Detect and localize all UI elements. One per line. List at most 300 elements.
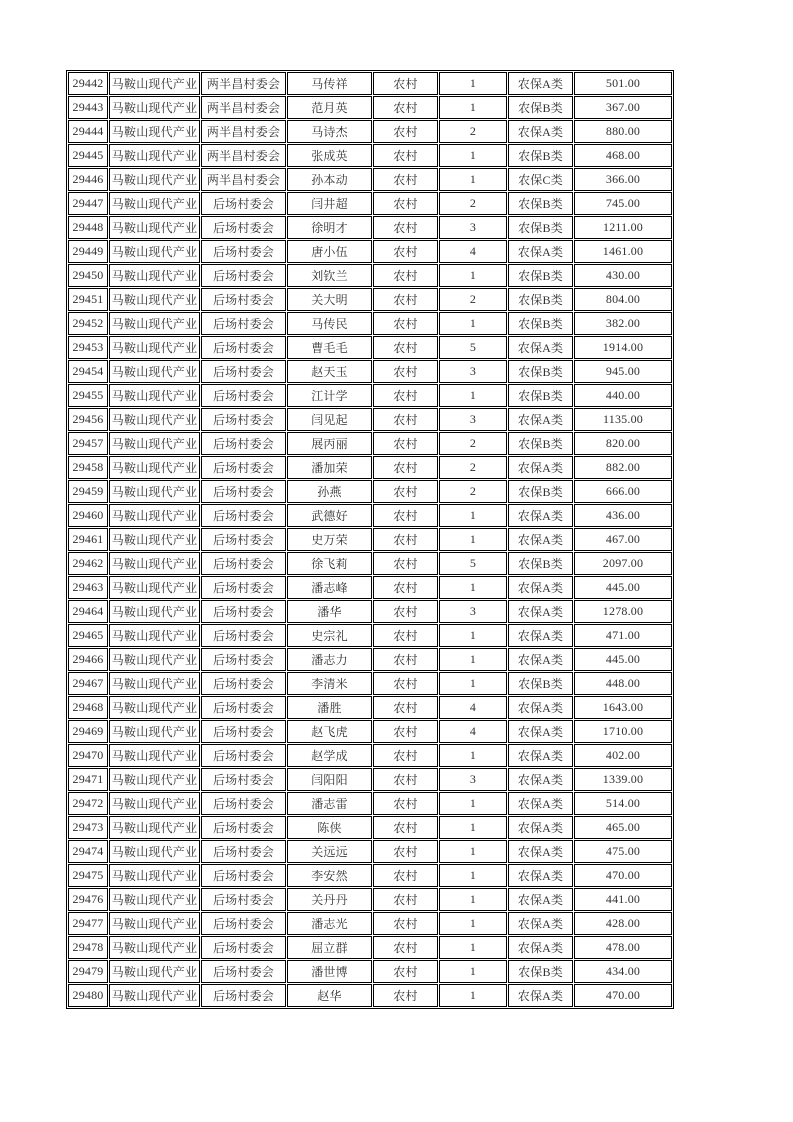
cell-person-name: 徐飞莉	[287, 552, 372, 575]
cell-person-name: 孙本动	[287, 168, 372, 191]
cell-unit: 马鞍山现代产业	[109, 168, 200, 191]
cell-person-count: 3	[439, 768, 507, 791]
cell-household-type: 农村	[373, 288, 438, 311]
cell-person-name: 张成英	[287, 144, 372, 167]
cell-village-committee: 后场村委会	[201, 696, 286, 719]
cell-person-name: 潘志雷	[287, 792, 372, 815]
cell-household-type: 农村	[373, 456, 438, 479]
cell-household-type: 农村	[373, 360, 438, 383]
cell-person-name: 潘华	[287, 600, 372, 623]
cell-person-count: 3	[439, 600, 507, 623]
cell-person-name: 李清米	[287, 672, 372, 695]
cell-household-type: 农村	[373, 672, 438, 695]
cell-unit: 马鞍山现代产业	[109, 360, 200, 383]
cell-household-type: 农村	[373, 816, 438, 839]
cell-person-count: 1	[439, 672, 507, 695]
cell-unit: 马鞍山现代产业	[109, 96, 200, 119]
cell-person-name: 闫井超	[287, 192, 372, 215]
cell-insurance-category: 农保A类	[508, 120, 573, 143]
cell-person-count: 5	[439, 552, 507, 575]
cell-village-committee: 后场村委会	[201, 504, 286, 527]
cell-village-committee: 后场村委会	[201, 744, 286, 767]
cell-person-name: 史宗礼	[287, 624, 372, 647]
table-row	[68, 840, 672, 863]
cell-person-name: 关大明	[287, 288, 372, 311]
cell-serial-number: 29457	[68, 432, 108, 455]
cell-unit: 马鞍山现代产业	[109, 336, 200, 359]
cell-insurance-category: 农保A类	[508, 336, 573, 359]
cell-village-committee: 后场村委会	[201, 552, 286, 575]
cell-person-count: 1	[439, 744, 507, 767]
cell-unit: 马鞍山现代产业	[109, 744, 200, 767]
cell-amount: 478.00	[574, 936, 672, 959]
cell-village-committee: 后场村委会	[201, 384, 286, 407]
cell-unit: 马鞍山现代产业	[109, 432, 200, 455]
table-row	[68, 576, 672, 599]
cell-village-committee: 后场村委会	[201, 792, 286, 815]
cell-insurance-category: 农保A类	[508, 912, 573, 935]
cell-serial-number: 29470	[68, 744, 108, 767]
table-row	[68, 168, 672, 191]
table-row	[68, 816, 672, 839]
cell-person-name: 闫阳阳	[287, 768, 372, 791]
cell-amount: 945.00	[574, 360, 672, 383]
cell-person-name: 刘钦兰	[287, 264, 372, 287]
cell-unit: 马鞍山现代产业	[109, 504, 200, 527]
cell-household-type: 农村	[373, 336, 438, 359]
cell-person-count: 1	[439, 72, 507, 95]
cell-village-committee: 后场村委会	[201, 960, 286, 983]
cell-person-name: 徐明才	[287, 216, 372, 239]
cell-household-type: 农村	[373, 528, 438, 551]
table-row	[68, 792, 672, 815]
cell-amount: 501.00	[574, 72, 672, 95]
cell-serial-number: 29479	[68, 960, 108, 983]
cell-unit: 马鞍山现代产业	[109, 696, 200, 719]
cell-household-type: 农村	[373, 696, 438, 719]
cell-village-committee: 两半昌村委会	[201, 96, 286, 119]
cell-unit: 马鞍山现代产业	[109, 672, 200, 695]
cell-household-type: 农村	[373, 144, 438, 167]
cell-serial-number: 29453	[68, 336, 108, 359]
cell-person-name: 孙燕	[287, 480, 372, 503]
table-row	[68, 72, 672, 95]
cell-household-type: 农村	[373, 240, 438, 263]
cell-serial-number: 29443	[68, 96, 108, 119]
cell-serial-number: 29477	[68, 912, 108, 935]
cell-person-count: 1	[439, 264, 507, 287]
table-row	[68, 480, 672, 503]
cell-village-committee: 后场村委会	[201, 600, 286, 623]
cell-person-count: 1	[439, 816, 507, 839]
table-row	[68, 960, 672, 983]
cell-person-count: 1	[439, 864, 507, 887]
cell-village-committee: 后场村委会	[201, 192, 286, 215]
cell-serial-number: 29460	[68, 504, 108, 527]
table-row	[68, 912, 672, 935]
cell-amount: 882.00	[574, 456, 672, 479]
cell-insurance-category: 农保A类	[508, 984, 573, 1007]
cell-serial-number: 29447	[68, 192, 108, 215]
cell-amount: 441.00	[574, 888, 672, 911]
cell-insurance-category: 农保A类	[508, 456, 573, 479]
cell-person-name: 陈侠	[287, 816, 372, 839]
cell-village-committee: 后场村委会	[201, 768, 286, 791]
table-row	[68, 936, 672, 959]
cell-serial-number: 29456	[68, 408, 108, 431]
cell-unit: 马鞍山现代产业	[109, 528, 200, 551]
cell-amount: 468.00	[574, 144, 672, 167]
table-row	[68, 672, 672, 695]
cell-insurance-category: 农保B类	[508, 672, 573, 695]
cell-person-name: 潘志峰	[287, 576, 372, 599]
cell-unit: 马鞍山现代产业	[109, 264, 200, 287]
cell-person-name: 赵飞虎	[287, 720, 372, 743]
table-row	[68, 648, 672, 671]
cell-person-name: 展丙丽	[287, 432, 372, 455]
cell-person-count: 1	[439, 576, 507, 599]
cell-insurance-category: 农保A类	[508, 504, 573, 527]
table-row	[68, 984, 672, 1007]
cell-insurance-category: 农保A类	[508, 408, 573, 431]
cell-amount: 514.00	[574, 792, 672, 815]
cell-serial-number: 29446	[68, 168, 108, 191]
cell-person-name: 潘志光	[287, 912, 372, 935]
cell-person-name: 潘胜	[287, 696, 372, 719]
cell-unit: 马鞍山现代产业	[109, 384, 200, 407]
cell-serial-number: 29450	[68, 264, 108, 287]
cell-insurance-category: 农保B类	[508, 960, 573, 983]
cell-amount: 820.00	[574, 432, 672, 455]
cell-person-count: 3	[439, 360, 507, 383]
cell-household-type: 农村	[373, 408, 438, 431]
table-row	[68, 552, 672, 575]
cell-insurance-category: 农保A类	[508, 624, 573, 647]
cell-unit: 马鞍山现代产业	[109, 456, 200, 479]
cell-village-committee: 后场村委会	[201, 816, 286, 839]
cell-amount: 430.00	[574, 264, 672, 287]
table-row	[68, 96, 672, 119]
table-row	[68, 744, 672, 767]
cell-village-committee: 后场村委会	[201, 240, 286, 263]
cell-serial-number: 29462	[68, 552, 108, 575]
cell-unit: 马鞍山现代产业	[109, 792, 200, 815]
cell-insurance-category: 农保A类	[508, 816, 573, 839]
cell-unit: 马鞍山现代产业	[109, 312, 200, 335]
cell-person-name: 唐小伍	[287, 240, 372, 263]
cell-village-committee: 后场村委会	[201, 984, 286, 1007]
cell-amount: 1339.00	[574, 768, 672, 791]
cell-person-count: 4	[439, 240, 507, 263]
cell-serial-number: 29475	[68, 864, 108, 887]
cell-insurance-category: 农保A类	[508, 528, 573, 551]
cell-insurance-category: 农保A类	[508, 744, 573, 767]
cell-person-name: 武德好	[287, 504, 372, 527]
cell-insurance-category: 农保A类	[508, 864, 573, 887]
cell-person-count: 2	[439, 432, 507, 455]
cell-serial-number: 29458	[68, 456, 108, 479]
cell-household-type: 农村	[373, 960, 438, 983]
cell-person-count: 2	[439, 456, 507, 479]
cell-household-type: 农村	[373, 648, 438, 671]
table-row	[68, 336, 672, 359]
table-row	[68, 720, 672, 743]
cell-serial-number: 29442	[68, 72, 108, 95]
cell-household-type: 农村	[373, 984, 438, 1007]
cell-amount: 1710.00	[574, 720, 672, 743]
cell-insurance-category: 农保A类	[508, 768, 573, 791]
cell-village-committee: 后场村委会	[201, 312, 286, 335]
cell-village-committee: 后场村委会	[201, 672, 286, 695]
cell-insurance-category: 农保A类	[508, 720, 573, 743]
cell-household-type: 农村	[373, 72, 438, 95]
cell-serial-number: 29476	[68, 888, 108, 911]
cell-person-name: 史万荣	[287, 528, 372, 551]
cell-village-committee: 后场村委会	[201, 624, 286, 647]
cell-person-name: 关丹丹	[287, 888, 372, 911]
cell-insurance-category: 农保B类	[508, 480, 573, 503]
cell-village-committee: 后场村委会	[201, 528, 286, 551]
cell-insurance-category: 农保B类	[508, 432, 573, 455]
cell-person-name: 范月英	[287, 96, 372, 119]
cell-unit: 马鞍山现代产业	[109, 120, 200, 143]
table-row	[68, 768, 672, 791]
cell-unit: 马鞍山现代产业	[109, 288, 200, 311]
cell-serial-number: 29459	[68, 480, 108, 503]
cell-serial-number: 29473	[68, 816, 108, 839]
cell-village-committee: 后场村委会	[201, 576, 286, 599]
cell-household-type: 农村	[373, 744, 438, 767]
cell-household-type: 农村	[373, 96, 438, 119]
cell-unit: 马鞍山现代产业	[109, 960, 200, 983]
cell-person-name: 赵华	[287, 984, 372, 1007]
cell-serial-number: 29467	[68, 672, 108, 695]
cell-insurance-category: 农保A类	[508, 72, 573, 95]
cell-insurance-category: 农保B类	[508, 312, 573, 335]
cell-amount: 1914.00	[574, 336, 672, 359]
cell-serial-number: 29451	[68, 288, 108, 311]
cell-household-type: 农村	[373, 552, 438, 575]
cell-serial-number: 29448	[68, 216, 108, 239]
cell-person-name: 关远远	[287, 840, 372, 863]
cell-person-count: 4	[439, 720, 507, 743]
cell-insurance-category: 农保A类	[508, 240, 573, 263]
cell-person-name: 江计学	[287, 384, 372, 407]
cell-unit: 马鞍山现代产业	[109, 144, 200, 167]
cell-village-committee: 两半昌村委会	[201, 72, 286, 95]
cell-insurance-category: 农保B类	[508, 552, 573, 575]
cell-person-name: 潘志力	[287, 648, 372, 671]
cell-amount: 428.00	[574, 912, 672, 935]
table-row	[68, 528, 672, 551]
cell-unit: 马鞍山现代产业	[109, 72, 200, 95]
cell-household-type: 农村	[373, 384, 438, 407]
cell-household-type: 农村	[373, 840, 438, 863]
cell-insurance-category: 农保B类	[508, 144, 573, 167]
cell-person-count: 1	[439, 312, 507, 335]
table-row	[68, 216, 672, 239]
cell-person-count: 1	[439, 648, 507, 671]
cell-amount: 382.00	[574, 312, 672, 335]
cell-serial-number: 29454	[68, 360, 108, 383]
cell-household-type: 农村	[373, 120, 438, 143]
cell-household-type: 农村	[373, 864, 438, 887]
cell-amount: 445.00	[574, 576, 672, 599]
cell-village-committee: 后场村委会	[201, 360, 286, 383]
cell-person-count: 2	[439, 480, 507, 503]
cell-amount: 1135.00	[574, 408, 672, 431]
cell-insurance-category: 农保B类	[508, 96, 573, 119]
cell-household-type: 农村	[373, 888, 438, 911]
cell-person-count: 1	[439, 624, 507, 647]
cell-village-committee: 两半昌村委会	[201, 120, 286, 143]
cell-person-count: 1	[439, 96, 507, 119]
cell-amount: 367.00	[574, 96, 672, 119]
cell-unit: 马鞍山现代产业	[109, 768, 200, 791]
table-row	[68, 120, 672, 143]
cell-person-name: 赵天玉	[287, 360, 372, 383]
cell-unit: 马鞍山现代产业	[109, 816, 200, 839]
cell-serial-number: 29474	[68, 840, 108, 863]
cell-household-type: 农村	[373, 600, 438, 623]
cell-person-count: 1	[439, 528, 507, 551]
cell-village-committee: 后场村委会	[201, 888, 286, 911]
cell-amount: 1211.00	[574, 216, 672, 239]
records-tbody	[68, 72, 672, 1007]
table-row	[68, 312, 672, 335]
records-table	[66, 70, 674, 1009]
cell-village-committee: 后场村委会	[201, 264, 286, 287]
cell-person-name: 马传祥	[287, 72, 372, 95]
cell-village-committee: 后场村委会	[201, 648, 286, 671]
cell-insurance-category: 农保B类	[508, 384, 573, 407]
cell-insurance-category: 农保A类	[508, 600, 573, 623]
cell-unit: 马鞍山现代产业	[109, 984, 200, 1007]
cell-serial-number: 29449	[68, 240, 108, 263]
cell-village-committee: 后场村委会	[201, 480, 286, 503]
cell-insurance-category: 农保B类	[508, 216, 573, 239]
cell-person-count: 1	[439, 936, 507, 959]
cell-household-type: 农村	[373, 576, 438, 599]
table-row	[68, 384, 672, 407]
cell-person-name: 李安然	[287, 864, 372, 887]
cell-person-count: 1	[439, 144, 507, 167]
cell-amount: 475.00	[574, 840, 672, 863]
cell-insurance-category: 农保A类	[508, 792, 573, 815]
cell-serial-number: 29455	[68, 384, 108, 407]
cell-serial-number: 29466	[68, 648, 108, 671]
cell-serial-number: 29445	[68, 144, 108, 167]
cell-insurance-category: 农保A类	[508, 936, 573, 959]
cell-person-name: 闫见起	[287, 408, 372, 431]
cell-amount: 470.00	[574, 864, 672, 887]
cell-serial-number: 29468	[68, 696, 108, 719]
cell-unit: 马鞍山现代产业	[109, 648, 200, 671]
table-row	[68, 144, 672, 167]
cell-unit: 马鞍山现代产业	[109, 912, 200, 935]
cell-village-committee: 后场村委会	[201, 912, 286, 935]
cell-amount: 436.00	[574, 504, 672, 527]
table-row	[68, 432, 672, 455]
cell-household-type: 农村	[373, 792, 438, 815]
cell-amount: 2097.00	[574, 552, 672, 575]
table-row	[68, 888, 672, 911]
cell-household-type: 农村	[373, 624, 438, 647]
table-row	[68, 288, 672, 311]
cell-village-committee: 后场村委会	[201, 864, 286, 887]
table-row	[68, 408, 672, 431]
cell-person-count: 1	[439, 384, 507, 407]
cell-amount: 448.00	[574, 672, 672, 695]
cell-person-count: 2	[439, 192, 507, 215]
cell-serial-number: 29461	[68, 528, 108, 551]
cell-village-committee: 两半昌村委会	[201, 144, 286, 167]
cell-serial-number: 29464	[68, 600, 108, 623]
cell-person-count: 1	[439, 912, 507, 935]
cell-unit: 马鞍山现代产业	[109, 720, 200, 743]
cell-amount: 1643.00	[574, 696, 672, 719]
cell-household-type: 农村	[373, 192, 438, 215]
cell-household-type: 农村	[373, 912, 438, 935]
cell-insurance-category: 农保B类	[508, 264, 573, 287]
cell-village-committee: 后场村委会	[201, 216, 286, 239]
cell-household-type: 农村	[373, 432, 438, 455]
cell-amount: 804.00	[574, 288, 672, 311]
table-row	[68, 240, 672, 263]
cell-insurance-category: 农保A类	[508, 576, 573, 599]
cell-unit: 马鞍山现代产业	[109, 240, 200, 263]
cell-amount: 402.00	[574, 744, 672, 767]
cell-amount: 434.00	[574, 960, 672, 983]
cell-household-type: 农村	[373, 264, 438, 287]
cell-insurance-category: 农保A类	[508, 648, 573, 671]
cell-person-count: 2	[439, 288, 507, 311]
cell-unit: 马鞍山现代产业	[109, 864, 200, 887]
cell-serial-number: 29480	[68, 984, 108, 1007]
cell-unit: 马鞍山现代产业	[109, 576, 200, 599]
table-row	[68, 696, 672, 719]
cell-serial-number: 29471	[68, 768, 108, 791]
cell-village-committee: 后场村委会	[201, 840, 286, 863]
cell-person-count: 1	[439, 504, 507, 527]
cell-person-name: 马诗杰	[287, 120, 372, 143]
cell-person-count: 3	[439, 408, 507, 431]
cell-person-count: 1	[439, 888, 507, 911]
cell-person-count: 2	[439, 120, 507, 143]
cell-amount: 366.00	[574, 168, 672, 191]
cell-person-name: 马传民	[287, 312, 372, 335]
cell-insurance-category: 农保A类	[508, 888, 573, 911]
cell-person-name: 潘加荣	[287, 456, 372, 479]
cell-village-committee: 后场村委会	[201, 456, 286, 479]
cell-household-type: 农村	[373, 936, 438, 959]
table-row	[68, 192, 672, 215]
cell-unit: 马鞍山现代产业	[109, 936, 200, 959]
cell-insurance-category: 农保B类	[508, 192, 573, 215]
cell-person-name: 赵学成	[287, 744, 372, 767]
cell-village-committee: 后场村委会	[201, 432, 286, 455]
cell-insurance-category: 农保A类	[508, 696, 573, 719]
cell-serial-number: 29463	[68, 576, 108, 599]
cell-person-name: 曹毛毛	[287, 336, 372, 359]
cell-household-type: 农村	[373, 504, 438, 527]
cell-person-name: 屈立群	[287, 936, 372, 959]
cell-person-count: 1	[439, 840, 507, 863]
table-row	[68, 264, 672, 287]
cell-person-count: 5	[439, 336, 507, 359]
cell-household-type: 农村	[373, 480, 438, 503]
cell-household-type: 农村	[373, 168, 438, 191]
